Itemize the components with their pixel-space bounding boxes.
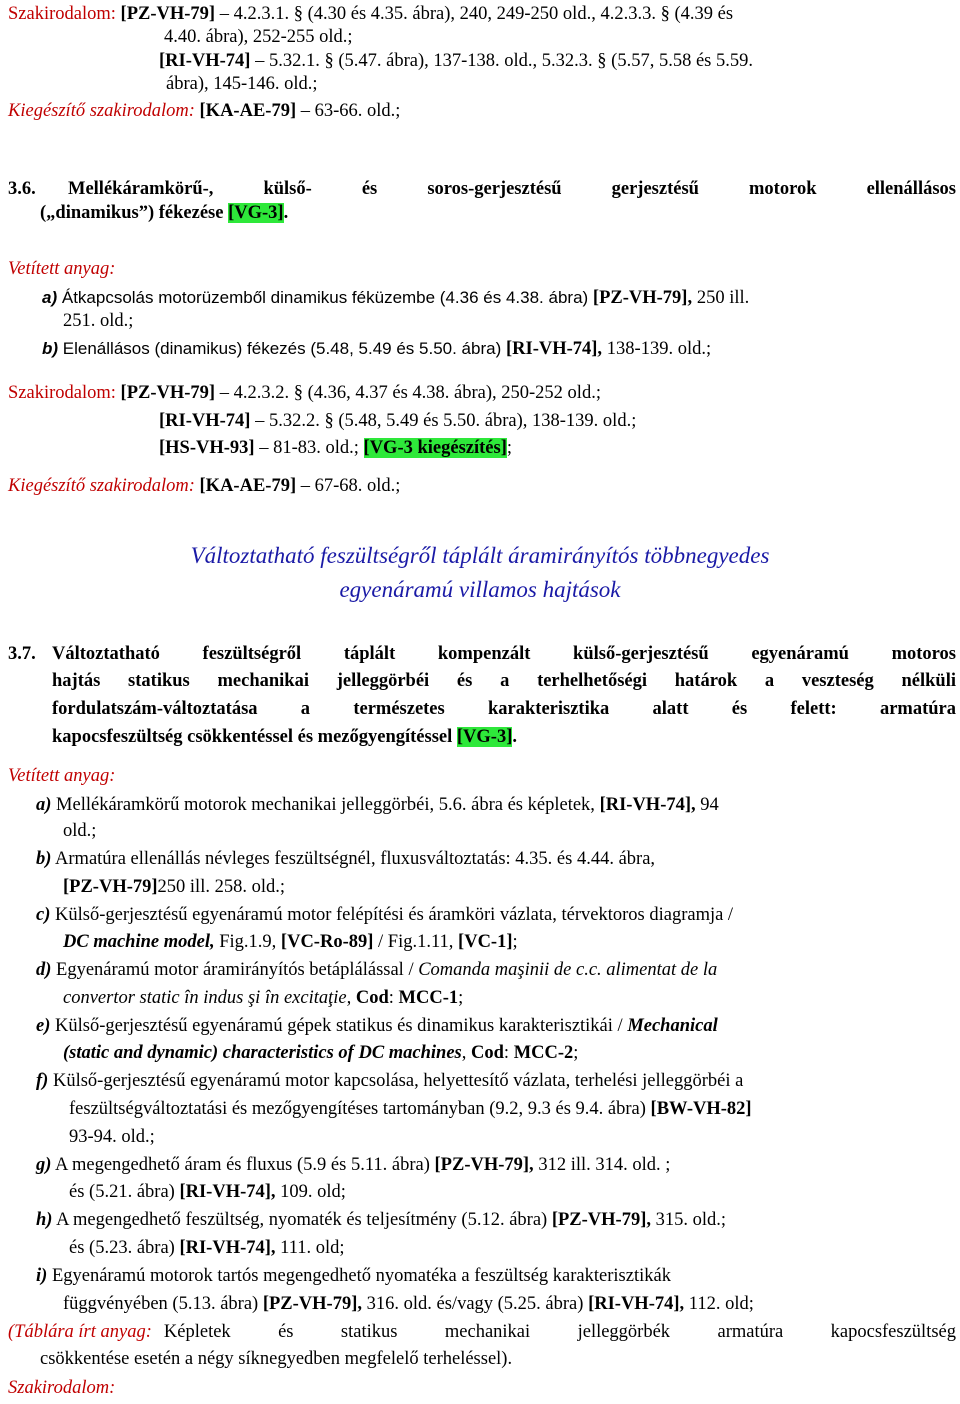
list-item-cont: 93-94. old.;: [69, 1127, 155, 1147]
reference: [KA-AE-79]: [199, 476, 297, 496]
literature-line: 4.40. ábra), 252-255 old.;: [164, 27, 353, 47]
list-item-cont: feszültségváltoztatási és mezőgyengítéses tartományban (9.2, 9.3 és 9.4. ábra) [BW-VH-82]: [69, 1099, 752, 1119]
chapter-subtitle: Változtatható feszültségről táplált áramirányítós többnegyedes: [190, 543, 770, 568]
reference: [RI-VH-74],: [179, 1182, 276, 1202]
supplementary-label: Kiegészítő szakirodalom:: [8, 476, 195, 496]
board-material: [8, 1321, 956, 1344]
reference: [RI-VH-74],: [599, 795, 696, 815]
reference: [RI-VH-74],: [179, 1238, 276, 1258]
list-item: b) Armatúra ellenállás névleges feszültségnél, fluxusváltoztatás: 4.35. és 4.44. ábra,: [36, 849, 656, 869]
section-heading: Változtatható feszültségről táplált kompenzált külső-gerjesztésű egyenáramú motoros: [52, 644, 956, 664]
reference: [PZ-VH-79]: [120, 4, 216, 24]
reference: [PZ-VH-79]: [120, 383, 216, 403]
section-symbol: §: [293, 383, 303, 403]
reference: [PZ-VH-79],: [434, 1155, 534, 1175]
literature-line: [RI-VH-74] – 5.32.1. § (5.47. ábra), 137-138. old., 5.32.3. § (5.57, 5.58 és 5.59.: [159, 51, 753, 71]
reference-highlight: [VG-3]: [456, 727, 513, 747]
projected-label: Vetített anyag:: [8, 766, 116, 786]
reference: [RI-VH-74],: [588, 1294, 685, 1314]
board-text: Képletek és statikus mechanikai jelleggörbék armatúra kapocsfeszültség: [163, 1322, 956, 1342]
reference: [VC-1]: [458, 932, 513, 952]
list-item-cont: és (5.23. ábra) [RI-VH-74], 111. old;: [69, 1238, 345, 1258]
list-item: a) Átkapcsolás motorüzemből dinamikus féküzembe (4.36 és 4.38. ábra) [PZ-VH-79], 250 ill.: [42, 288, 750, 308]
section-symbol: §: [597, 51, 607, 71]
list-item-cont: és (5.21. ábra) [RI-VH-74], 109. old;: [69, 1182, 346, 1202]
supplementary-label: Kiegészítő szakirodalom:: [8, 101, 195, 121]
literature-line: Szakirodalom: [PZ-VH-79] – 4.2.3.1. § (4.30 és 4.35. ábra), 240, 249-250 old., 4.2.3.3. § (4.39 és: [8, 4, 734, 24]
list-item: f) Külső-gerjesztésű egyenáramú motor kapcsolása, helyettesítő vázlata, terhelési jelleggörbéi a: [36, 1071, 744, 1091]
list-item-cont: függvényében (5.13. ábra) [PZ-VH-79], 316. old. és/vagy (5.25. ábra) [RI-VH-74], 112. old;: [63, 1294, 754, 1314]
reference-highlight: [VG-3 kiegészítés]: [363, 438, 507, 458]
list-item-cont: (static and dynamic) characteristics of DC machines, Cod: MCC-2;: [63, 1043, 579, 1063]
reference: [HS-VH-93]: [159, 438, 255, 458]
list-item: i) Egyenáramú motorok tartós megengedhető nyomatéka a feszültség karakterisztikák: [36, 1266, 671, 1286]
literature-line: [HS-VH-93] – 81-83. old.; [VG-3 kiegészítés];: [159, 438, 513, 458]
literature-line: ábra), 145-146. old.;: [166, 74, 318, 94]
reference: [RI-VH-74]: [159, 411, 251, 431]
reference: [BW-VH-82]: [650, 1099, 752, 1119]
list-item-cont: convertor static în indus şi în excitaţie, Cod: MCC-1;: [63, 988, 464, 1008]
section-number: 3.7.: [8, 644, 36, 664]
list-item: c) Külső-gerjesztésű egyenáramú motor felépítési és áramköri vázlata, térvektoros diagramja /: [36, 905, 734, 925]
list-item: d) Egyenáramú motor áramirányítós betáplálással / Comanda maşinii de c.c. alimentat de la: [36, 960, 718, 980]
literature-label: Szakirodalom:: [8, 1378, 116, 1398]
section-number: 3.6.: [8, 179, 36, 199]
list-item-cont: old.;: [63, 821, 97, 841]
section-heading-cont: („dinamikus”) fékezése [VG-3].: [40, 203, 289, 223]
list-item: e) Külső-gerjesztésű egyenáramú gépek statikus és dinamikus karakterisztikái / Mechanical: [36, 1016, 718, 1036]
section-symbol: §: [293, 4, 303, 24]
section-heading: hajtás statikus mechanikai jelleggörbéi és a terhelhetőségi határok a veszteség nélküli: [52, 671, 956, 691]
board-label: (Táblára írt anyag:: [8, 1322, 152, 1342]
reference: [PZ-VH-79],: [262, 1294, 362, 1314]
projected-label: Vetített anyag:: [8, 259, 116, 279]
literature-label: Szakirodalom:: [8, 383, 116, 403]
reference: [RI-VH-74],: [505, 339, 603, 359]
list-item-cont: [PZ-VH-79]250 ill. 258. old.;: [63, 877, 285, 897]
literature-line: [RI-VH-74] – 5.32.2. § (5.48, 5.49 és 5.50. ábra), 138-139. old.;: [159, 411, 637, 431]
list-item: b) Elenállásos (dinamikus) fékezés (5.48, 5.49 és 5.50. ábra) [RI-VH-74], 138-139. old.;: [42, 339, 712, 359]
reference: [VC-Ro-89]: [280, 932, 374, 952]
section-symbol: §: [660, 4, 670, 24]
reference: [PZ-VH-79],: [592, 288, 693, 308]
list-item-cont: DC machine model, Fig.1.9, [VC-Ro-89] / Fig.1.11, [VC-1];: [63, 932, 518, 952]
supplementary-literature: Kiegészítő szakirodalom: [KA-AE-79] – 63-66. old.;: [8, 101, 401, 121]
reference: [PZ-VH-79]: [63, 877, 158, 897]
section-symbol: §: [324, 411, 334, 431]
reference: [RI-VH-74]: [159, 51, 251, 71]
section-heading: Mellékáramkörű-, külső- és soros-gerjesztésű gerjesztésű motorok ellenállásos: [68, 179, 956, 199]
reference: [PZ-VH-79],: [551, 1210, 651, 1230]
section-heading: fordulatszám-változtatása a természetes karakterisztika alatt és felett: armatúra: [52, 699, 956, 719]
reference-highlight: [VG-3]: [228, 203, 284, 223]
list-item: h) A megengedhető feszültség, nyomaték és teljesítmény (5.12. ábra) [PZ-VH-79], 315. old.;: [36, 1210, 727, 1230]
section-symbol: §: [324, 51, 334, 71]
list-item: g) A megengedhető áram és fluxus (5.9 és 5.11. ábra) [PZ-VH-79], 312 ill. 314. old. ;: [36, 1155, 671, 1175]
literature-line: Szakirodalom: [PZ-VH-79] – 4.2.3.2. § (4.36, 4.37 és 4.38. ábra), 250-252 old.;: [8, 383, 601, 403]
list-item-cont: 251. old.;: [63, 311, 134, 331]
chapter-subtitle: egyenáramú villamos hajtások: [339, 577, 621, 602]
reference: [KA-AE-79]: [199, 101, 297, 121]
section-heading: kapocsfeszültség csökkentéssel és mezőgyengítéssel [VG-3].: [52, 727, 517, 747]
supplementary-literature: Kiegészítő szakirodalom: [KA-AE-79] – 67-68. old.;: [8, 476, 401, 496]
list-item: a) Mellékáramkörű motorok mechanikai jelleggörbéi, 5.6. ábra és képletek, [RI-VH-74], 94: [36, 795, 719, 815]
board-text-cont: csökkentése esetén a négy síknegyedben megfelelő terheléssel).: [40, 1349, 513, 1369]
literature-label: Szakirodalom:: [8, 4, 116, 24]
